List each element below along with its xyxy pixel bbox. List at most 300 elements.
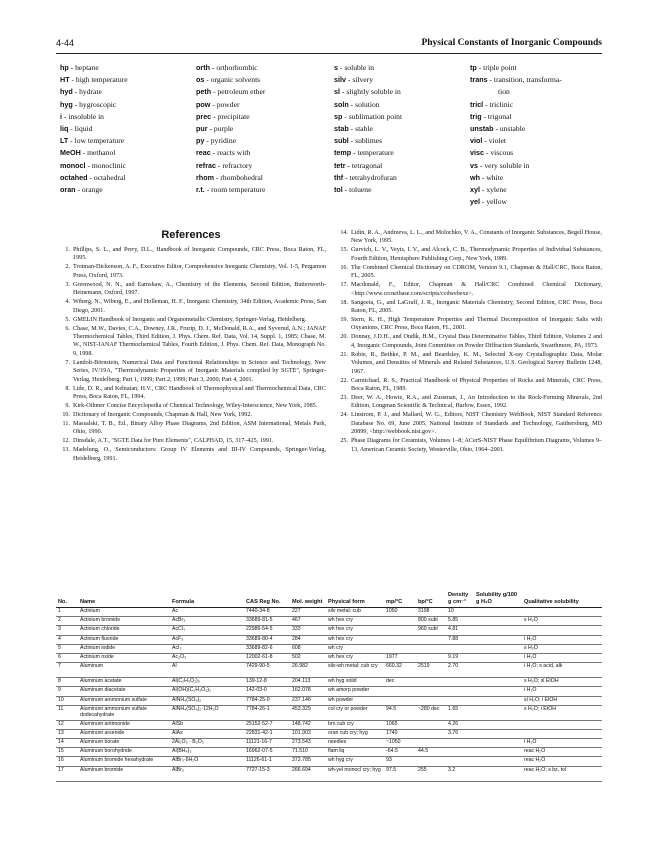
cell-solubility bbox=[474, 635, 522, 644]
cell-form: wh hyg solid bbox=[326, 678, 384, 687]
abbreviation-term: tetr bbox=[334, 160, 346, 170]
abbreviation-term: yel bbox=[470, 197, 480, 207]
reference-text: Dictionary of Inorganic Compounds, Chapman & Hall, New York, 1992. bbox=[73, 412, 252, 419]
abbreviation-term: LT bbox=[60, 136, 69, 146]
table-row bbox=[56, 617, 602, 626]
reference-number: 8. bbox=[65, 385, 70, 392]
references-left-column bbox=[56, 246, 326, 464]
abbreviation-entry: HT - high temperature bbox=[60, 75, 128, 85]
reference-number: 19. bbox=[340, 317, 348, 324]
cell-no: 13 bbox=[56, 729, 78, 738]
cell-form: wh hex cry bbox=[326, 617, 384, 626]
abbreviation-definition: orthorhombic bbox=[216, 63, 258, 72]
cell-solubility bbox=[474, 678, 522, 687]
cell-name: Aluminum arsenide bbox=[78, 729, 170, 738]
abbreviation-term: reac bbox=[196, 148, 211, 158]
cell-density bbox=[446, 739, 474, 748]
cell-mw: 101.903 bbox=[290, 729, 326, 738]
reference-text: Lide, D. R., and Kehiaian, H.V., CRC Handbook of Thermophysical and Thermochemical Data, CRC Press, Boca Raton, FL, 1994. bbox=[73, 385, 326, 401]
reference-text: Gurvich, L. V., Veyts, I. V., and Alcock, C. B., Thermodynamic Properties of Individual Substances, Fourth Edition, Hemisphere Publishing Corp., New York, 1989. bbox=[351, 247, 602, 262]
reference-entry bbox=[56, 325, 326, 359]
running-title: Physical Constants of Inorganic Compounds bbox=[421, 38, 602, 48]
abbreviation-definition: hydrate bbox=[79, 87, 102, 97]
cell-name: Actinium iodide bbox=[78, 644, 170, 653]
abbreviation-entry: stab - stable bbox=[334, 124, 373, 134]
reference-entry bbox=[334, 411, 602, 436]
reference-entry bbox=[56, 420, 326, 437]
abbreviation-term: hyg bbox=[60, 99, 73, 109]
abbreviation-term: py bbox=[196, 136, 205, 146]
reference-number: 10. bbox=[62, 412, 70, 419]
cell-qual: s H₂O bbox=[522, 644, 602, 653]
reference-entry bbox=[334, 229, 602, 246]
reference-entry bbox=[56, 298, 326, 315]
abbreviation-entry: py - pyridine bbox=[196, 136, 237, 146]
reference-text: Linstrom, P. J., and Mallard, W. G., Editors, NIST Chemistry WebBook, NIST Standard Reference Database No. 69, June 2005, National Institute of Standards and Technology, Gaithersburg, MD 20899, <http://webbook.nist.gov>. bbox=[351, 412, 602, 436]
cell-mp: 1050 bbox=[384, 608, 416, 617]
reference-entry bbox=[334, 281, 602, 298]
cell-bp bbox=[416, 653, 446, 662]
cell-mw: 372.785 bbox=[290, 757, 326, 766]
abbreviation-entry: monocl - monoclinic bbox=[60, 160, 127, 170]
abbreviation-term: xyl bbox=[470, 185, 480, 195]
cell-density: 4.26 bbox=[446, 720, 474, 729]
abbreviation-definition: orange bbox=[81, 185, 103, 195]
abbreviation-entry: hp - heptane bbox=[60, 63, 99, 72]
cell-qual: i H₂O; s acid, alk bbox=[522, 663, 602, 678]
cell-name: Actinium chloride bbox=[78, 626, 170, 635]
col-header-mol-weight: Mol. weight bbox=[290, 592, 326, 608]
cell-mw: 204.113 bbox=[290, 678, 326, 687]
abbreviation-entry: trans - transition, transforma- bbox=[470, 75, 562, 85]
abbreviation-definition: high temperature bbox=[75, 75, 128, 85]
reference-entry bbox=[56, 359, 326, 384]
cell-solubility bbox=[474, 696, 522, 705]
cell-mw: 502 bbox=[290, 653, 326, 662]
cell-name: Aluminum bromide bbox=[78, 766, 170, 781]
reference-text: The Combined Chemical Dictionary on CDROM, Version 9.1, Chapman & Hall/CRC, Boca Raton, FL, 2005. bbox=[351, 264, 602, 280]
col-header-qualitative-solubility: Qualitative solubility bbox=[522, 592, 602, 608]
cell-qual: i H₂O bbox=[522, 635, 602, 644]
reference-number: 24. bbox=[340, 412, 348, 419]
cell-cas: 11126-61-1 bbox=[244, 757, 290, 766]
reference-entry bbox=[334, 246, 602, 263]
abbreviation-definition: refractory bbox=[222, 160, 253, 170]
cell-bp: 255 bbox=[416, 766, 446, 781]
cell-no: 1 bbox=[56, 608, 78, 617]
cell-density: 7.88 bbox=[446, 635, 474, 644]
cell-mp: 97.5 bbox=[384, 766, 416, 781]
cell-density bbox=[446, 748, 474, 757]
table-row bbox=[56, 678, 602, 687]
cell-cas: 7727-15-3 bbox=[244, 766, 290, 781]
reference-entry bbox=[56, 263, 326, 280]
abbreviation-definition: tetragonal bbox=[351, 160, 383, 170]
cell-mp: 660.32 bbox=[384, 663, 416, 678]
abbreviation-definition: tetrahydrofuran bbox=[349, 172, 397, 182]
cell-formula: Ac bbox=[170, 608, 244, 617]
page-header bbox=[56, 38, 602, 54]
cell-bp: ~280 dec bbox=[416, 705, 446, 720]
abbreviation-term: oran bbox=[60, 185, 76, 195]
cell-qual: sl H₂O; i EtOH bbox=[522, 696, 602, 705]
abbreviation-definition: solution bbox=[355, 99, 380, 109]
abbreviation-definition: toluene bbox=[349, 185, 372, 195]
compound-table bbox=[56, 592, 602, 782]
cell-mw: 284 bbox=[290, 635, 326, 644]
cell-cas: 139-12-8 bbox=[244, 678, 290, 687]
abbreviation-entry: oran - orange bbox=[60, 185, 103, 195]
cell-mw: 266.694 bbox=[290, 766, 326, 781]
abbreviation-definition: transition, transforma- bbox=[493, 75, 562, 85]
abbreviation-definition: room temperature bbox=[211, 185, 266, 195]
col-header-solubility: Solubility g/100 g H₂O bbox=[474, 592, 522, 608]
table-row bbox=[56, 696, 602, 705]
reference-entry bbox=[56, 316, 326, 324]
cell-formula: AlNH₄(SO₄)₂·12H₂O bbox=[170, 705, 244, 720]
cell-formula: Al bbox=[170, 663, 244, 678]
abbreviation-entry: tp - triple point bbox=[470, 63, 517, 72]
abbreviation-term: trans bbox=[470, 75, 488, 85]
cell-mw: 227 bbox=[290, 608, 326, 617]
abbreviation-definition: sublimes bbox=[355, 136, 383, 146]
cell-bp bbox=[416, 635, 446, 644]
reference-text: Donnay, J.D.H., and Ondik, H.M., Crystal Data Determinative Tables, Third Edition, Volumes 2 and 4, Inorganic Compounds, Joint Committee on Powder Diffraction Standards, Swarthmore, PA, 1973. bbox=[351, 334, 602, 349]
reference-entry bbox=[334, 437, 602, 454]
cell-cas: 7440-34-8 bbox=[244, 608, 290, 617]
table-row bbox=[56, 608, 602, 617]
cell-no: 2 bbox=[56, 617, 78, 626]
reference-number: 4. bbox=[65, 299, 70, 306]
cell-no: 8 bbox=[56, 678, 78, 687]
cell-qual bbox=[522, 626, 602, 635]
cell-cas: 7784-25-0 bbox=[244, 696, 290, 705]
cell-cas: 22986-54-5 bbox=[244, 626, 290, 635]
cell-qual bbox=[522, 720, 602, 729]
reference-entry bbox=[56, 437, 326, 445]
reference-entry bbox=[56, 385, 326, 402]
reference-number: 3. bbox=[65, 281, 70, 288]
abbreviation-term: vs bbox=[470, 160, 478, 170]
abbreviation-term: octahed bbox=[60, 172, 88, 182]
abbreviation-definition: violet bbox=[488, 136, 507, 146]
cell-bp bbox=[416, 696, 446, 705]
abbreviation-entry: trig - trigonal bbox=[470, 111, 512, 121]
abbreviation-term: pur bbox=[196, 124, 208, 134]
abbreviation-term: unstab bbox=[470, 124, 494, 134]
reference-number: 13. bbox=[62, 447, 70, 454]
table-row bbox=[56, 729, 602, 738]
cell-cas: 7429-90-5 bbox=[244, 663, 290, 678]
abbreviation-entry: sp - sublimation point bbox=[334, 111, 403, 121]
abbreviation-term: MeOH bbox=[60, 148, 81, 158]
cell-no: 10 bbox=[56, 696, 78, 705]
references-heading: References bbox=[161, 229, 221, 241]
cell-solubility bbox=[474, 626, 522, 635]
table-row bbox=[56, 687, 602, 696]
reference-entry bbox=[334, 394, 602, 411]
cell-solubility bbox=[474, 653, 522, 662]
page-number: 4-44 bbox=[56, 38, 75, 48]
cell-qual: reac H₂O bbox=[522, 757, 602, 766]
abbreviation-term: stab bbox=[334, 124, 349, 134]
abbreviation-term: viol bbox=[470, 136, 483, 146]
cell-cas: 33689-81-5 bbox=[244, 617, 290, 626]
reference-number: 1. bbox=[65, 247, 70, 253]
abbreviation-term: pow bbox=[196, 99, 211, 109]
abbreviation-entry: s - soluble in bbox=[334, 63, 375, 72]
col-header-formula: Formula bbox=[170, 592, 244, 608]
cell-mp bbox=[384, 626, 416, 635]
abbreviation-entry: hyd - hydrate bbox=[60, 87, 102, 97]
abbreviation-definition: yellow bbox=[486, 197, 507, 207]
cell-solubility bbox=[474, 663, 522, 678]
abbreviation-column-1 bbox=[60, 62, 128, 196]
cell-no: 14 bbox=[56, 739, 78, 748]
reference-number: 23. bbox=[340, 395, 348, 402]
abbreviation-entry: i - insoluble in bbox=[60, 111, 104, 121]
abbreviation-definition: monoclinic bbox=[91, 160, 127, 170]
abbreviation-definition: unstable bbox=[499, 124, 526, 134]
cell-cas: 12002-61-8 bbox=[244, 653, 290, 662]
cell-name: Aluminum antimonide bbox=[78, 720, 170, 729]
reference-number: 17. bbox=[340, 282, 348, 289]
reference-number: 9. bbox=[65, 403, 70, 410]
cell-no: 3 bbox=[56, 626, 78, 635]
cell-bp bbox=[416, 678, 446, 687]
cell-formula: Al(BH₄)₃ bbox=[170, 748, 244, 757]
abbreviation-definition: triclinic bbox=[489, 99, 514, 109]
cell-form: wh powder bbox=[326, 696, 384, 705]
abbreviation-definition: silvery bbox=[352, 75, 373, 85]
reference-number: 16. bbox=[340, 264, 348, 271]
cell-name: Aluminum diacetate bbox=[78, 687, 170, 696]
abbreviation-term: monocl bbox=[60, 160, 86, 170]
col-header-density: Density g cm⁻³ bbox=[446, 592, 474, 608]
abbreviation-definition: soluble in bbox=[344, 63, 375, 72]
reference-number: 7. bbox=[65, 359, 70, 366]
cell-mp: dec bbox=[384, 678, 416, 687]
cell-name: Aluminum ammonium sulfate dodecahydrate bbox=[78, 705, 170, 720]
reference-entry bbox=[56, 446, 326, 463]
abbreviation-definition: xylene bbox=[486, 185, 507, 195]
cell-bp bbox=[416, 644, 446, 653]
cell-qual: reac H₂O; s bz, tol bbox=[522, 766, 602, 781]
abbreviation-entry: reac - reacts with bbox=[196, 148, 251, 158]
abbreviation-entry: subl - sublimes bbox=[334, 136, 383, 146]
reference-text: Wiberg, N., Wiberg, E., and Holleman, H. F., Inorganic Chemistry, 34th Edition, Academic Press, San Diego, 2001. bbox=[73, 299, 326, 314]
abbreviation-entry: xyl - xylene bbox=[470, 185, 507, 195]
cell-form: silv-wh metal; cub cry bbox=[326, 663, 384, 678]
abbreviation-term: soln bbox=[334, 99, 349, 109]
cell-form: brn cub cry bbox=[326, 720, 384, 729]
col-header-name: Name bbox=[78, 592, 170, 608]
reference-number: 25. bbox=[340, 438, 348, 445]
reference-entry bbox=[56, 411, 326, 419]
cell-mw: 26.982 bbox=[290, 663, 326, 678]
cell-qual bbox=[522, 608, 602, 617]
cell-qual: s H₂O; sl EtOH bbox=[522, 678, 602, 687]
abbreviation-definition: purple bbox=[213, 124, 234, 134]
cell-solubility bbox=[474, 720, 522, 729]
abbreviation-entry: os - organic solvents bbox=[196, 75, 261, 85]
cell-formula: AlAs bbox=[170, 729, 244, 738]
cell-qual: i H₂O bbox=[522, 687, 602, 696]
cell-density bbox=[446, 687, 474, 696]
abbreviation-definition: organic solvents bbox=[210, 75, 261, 85]
reference-text: GMELIN Handbook of Inorganic and Organometallic Chemistry, Springer-Verlag, Heidelberg. bbox=[73, 316, 307, 323]
abbreviation-entry: peth - petroleum ether bbox=[196, 87, 266, 97]
cell-form: wh hex cry bbox=[326, 635, 384, 644]
cell-mp bbox=[384, 635, 416, 644]
abbreviation-definition: heptane bbox=[75, 63, 99, 72]
cell-mw: 237.146 bbox=[290, 696, 326, 705]
cell-form: wh hex cry bbox=[326, 626, 384, 635]
cell-mp bbox=[384, 644, 416, 653]
abbreviation-entry: prec - precipitate bbox=[196, 111, 250, 121]
reference-number: 15. bbox=[340, 247, 348, 254]
cell-bp bbox=[416, 687, 446, 696]
cell-formula: AlBr₃·6H₂O bbox=[170, 757, 244, 766]
reference-number: 5. bbox=[65, 316, 70, 323]
abbreviation-definition: reacts with bbox=[217, 148, 251, 158]
table-row bbox=[56, 748, 602, 757]
abbreviation-definition: precipitate bbox=[217, 111, 250, 121]
cell-no: 4 bbox=[56, 635, 78, 644]
cell-mw: 273.543 bbox=[290, 739, 326, 748]
table-row bbox=[56, 739, 602, 748]
abbreviation-term: hp bbox=[60, 63, 69, 72]
cell-mp bbox=[384, 687, 416, 696]
cell-bp: 960 subl bbox=[416, 626, 446, 635]
cell-density bbox=[446, 696, 474, 705]
cell-form: wh cry bbox=[326, 644, 384, 653]
cell-solubility bbox=[474, 729, 522, 738]
reference-number: 12. bbox=[62, 438, 70, 445]
cell-cas: 142-03-0 bbox=[244, 687, 290, 696]
reference-text: Deer, W. A., Howie, R.A., and Zussman, J., An Introduction to the Rock-Forming Minerals, 2nd Edition, Longman Scientific & Technical, Harlow, Essex, 1992. bbox=[351, 395, 602, 410]
cell-density: 5.85 bbox=[446, 617, 474, 626]
cell-mp: -64.5 bbox=[384, 748, 416, 757]
cell-mw: 453.329 bbox=[290, 705, 326, 720]
cell-solubility bbox=[474, 608, 522, 617]
cell-density: 1.65 bbox=[446, 705, 474, 720]
abbreviation-definition: insoluble in bbox=[68, 111, 104, 121]
abbreviation-entry: refrac - refractory bbox=[196, 160, 253, 170]
abbreviation-entry: pur - purple bbox=[196, 124, 234, 134]
abbreviation-entry: vs - very soluble in bbox=[470, 160, 530, 170]
cell-no: 7 bbox=[56, 663, 78, 678]
cell-solubility bbox=[474, 687, 522, 696]
abbreviation-entry: visc - viscous bbox=[470, 148, 514, 158]
abbreviation-definition: very soluble in bbox=[484, 160, 530, 170]
cell-formula: AcI₃ bbox=[170, 644, 244, 653]
cell-name: Aluminum acetate bbox=[78, 678, 170, 687]
table-row bbox=[56, 766, 602, 781]
abbreviation-entry: sl - slightly soluble in bbox=[334, 87, 401, 97]
cell-density bbox=[446, 644, 474, 653]
reference-text: Robie, R., Bethke, P. M., and Beardsley, K. M., Selected X-ray Crystallographic Data, Molar Volumes, and Densities of Minerals and Related Substances, U.S. Geological Survey Bulletin 1248, 1967. bbox=[351, 351, 602, 375]
reference-text: Phase Diagrams for Ceramists, Volumes 1–8; ACerS-NIST Phase Equilibrium Diagrams, Volumes 9–13, American Ceramic Society, Westerville, Ohio, 1964–2001. bbox=[351, 438, 602, 453]
cell-solubility bbox=[474, 757, 522, 766]
reference-text: Stern, K. H., High Temperature Properties and Thermal Decomposition of Inorganic Salts with Oxyanions, CRC Press, Boca Raton, FL, 2001. bbox=[351, 317, 602, 332]
abbreviation-definition: liquid bbox=[74, 124, 93, 134]
abbreviation-column-4 bbox=[470, 62, 604, 208]
cell-cas: 11121-16-7 bbox=[244, 739, 290, 748]
cell-bp bbox=[416, 739, 446, 748]
cell-name: Actinium fluoride bbox=[78, 635, 170, 644]
reference-number: 21. bbox=[340, 351, 348, 358]
reference-text: Kirk-Othmer Concise Encyclopedia of Chemical Technology, Wiley-Interscience, New York, 1985. bbox=[73, 403, 318, 410]
cell-qual: i H₂O bbox=[522, 739, 602, 748]
abbreviation-definition: rhombohedral bbox=[220, 172, 263, 182]
cell-qual: reac H₂O bbox=[522, 748, 602, 757]
cell-cas: 16962-07-5 bbox=[244, 748, 290, 757]
reference-entry bbox=[56, 402, 326, 410]
cell-qual bbox=[522, 729, 602, 738]
abbreviation-term: tol bbox=[334, 185, 343, 195]
abbreviation-entry: tricl - triclinic bbox=[470, 99, 514, 109]
table-row bbox=[56, 705, 602, 720]
table-row bbox=[56, 626, 602, 635]
cell-mp: 93 bbox=[384, 757, 416, 766]
abbreviation-definition: powder bbox=[216, 99, 240, 109]
references-right-column bbox=[334, 229, 602, 455]
cell-name: Actinium oxide bbox=[78, 653, 170, 662]
cell-formula: 2Al₂O₃ · B₂O₃ bbox=[170, 739, 244, 748]
cell-name: Actinium bbox=[78, 608, 170, 617]
cell-mw: 162.078 bbox=[290, 687, 326, 696]
cell-name: Aluminum bromide hexahydrate bbox=[78, 757, 170, 766]
cell-bp: 800 subl bbox=[416, 617, 446, 626]
reference-text: Carmichael, R. S., Practical Handbook of Physical Properties of Rocks and Minerals, CRC Press, Boca Raton, FL, 1989. bbox=[351, 377, 602, 393]
cell-bp: 2519 bbox=[416, 663, 446, 678]
abbreviation-term: trig bbox=[470, 111, 482, 121]
abbreviation-entry: r.t. - room temperature bbox=[196, 185, 266, 195]
cell-name: Aluminum borate bbox=[78, 739, 170, 748]
abbreviation-definition: slightly soluble in bbox=[346, 87, 401, 97]
abbreviation-term: liq bbox=[60, 124, 69, 134]
cell-cas: 33689-80-4 bbox=[244, 635, 290, 644]
reference-text: Phillips, S. L., and Perry, D.L., Handbook of Inorganic Compounds, CRC Press, Boca Raton, FL, 1995. bbox=[73, 247, 326, 262]
table-header-row bbox=[56, 592, 602, 608]
col-header-physical-form: Physical form bbox=[326, 592, 384, 608]
table-row bbox=[56, 757, 602, 766]
cell-qual: i H₂O bbox=[522, 653, 602, 662]
abbreviation-term: hyd bbox=[60, 87, 73, 97]
cell-form: needles bbox=[326, 739, 384, 748]
abbreviation-term: os bbox=[196, 75, 205, 85]
abbreviation-definition: trigonal bbox=[487, 111, 512, 121]
cell-solubility bbox=[474, 617, 522, 626]
abbreviation-definition: viscous bbox=[490, 148, 514, 158]
abbreviation-entry: thf - tetrahydrofuran bbox=[334, 172, 397, 182]
abbreviation-column-2 bbox=[196, 62, 265, 196]
cell-no: 9 bbox=[56, 687, 78, 696]
cell-no: 6 bbox=[56, 653, 78, 662]
cell-formula: AcCl₃ bbox=[170, 626, 244, 635]
abbreviation-definition: hygroscopic bbox=[79, 99, 117, 109]
reference-entry bbox=[334, 299, 602, 316]
abbreviation-entry: soln - solution bbox=[334, 99, 380, 109]
abbreviation-term: tricl bbox=[470, 99, 484, 109]
cell-solubility bbox=[474, 739, 522, 748]
cell-name: Aluminum borohydride bbox=[78, 748, 170, 757]
reference-number: 22. bbox=[340, 377, 348, 384]
reference-number: 14. bbox=[340, 230, 348, 236]
abbreviation-definition: white bbox=[486, 172, 504, 182]
cell-mp: ~1050 bbox=[384, 739, 416, 748]
